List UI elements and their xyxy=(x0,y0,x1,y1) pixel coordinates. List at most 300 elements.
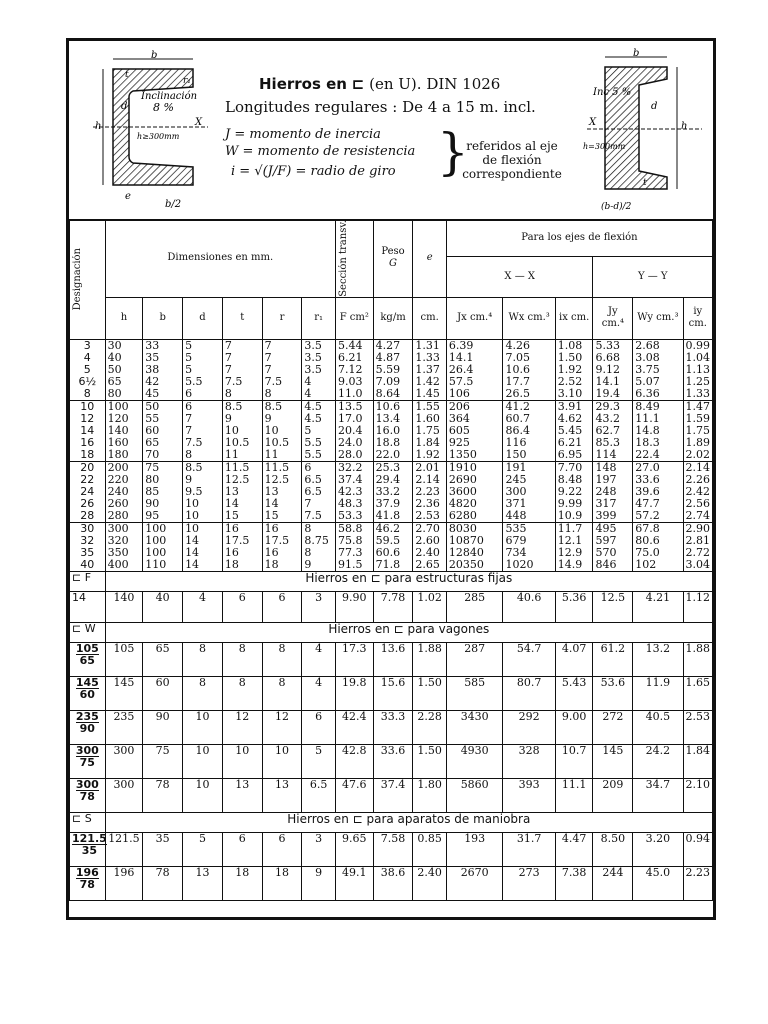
dim-b-left: b xyxy=(151,50,158,61)
cell-value: 399 xyxy=(595,508,617,522)
cell-value: 86.4 xyxy=(505,423,530,437)
brace-icon: } xyxy=(437,123,469,181)
cell-value: 570 xyxy=(595,545,617,559)
table-cell xyxy=(302,339,336,400)
cell-value: 41.8 xyxy=(375,508,401,522)
cell-value: 5.5 xyxy=(304,435,322,449)
col-designacion: Designación xyxy=(70,220,106,340)
sub-h: h xyxy=(105,297,143,339)
col-ejes: Para los ejes de flexión xyxy=(446,220,712,257)
table-cell: 17.3 xyxy=(335,642,373,676)
cell-value: 3.5 xyxy=(304,338,322,352)
cell-value: 60 xyxy=(145,423,160,437)
channel-icon: ⊏ xyxy=(351,75,365,93)
table-cell: 6 xyxy=(222,832,262,866)
cell-value: 11 xyxy=(224,447,239,461)
table-cell xyxy=(413,461,447,522)
table-cell xyxy=(183,400,223,461)
cell-value: 1.75 xyxy=(415,423,440,437)
cell-value: 38 xyxy=(145,362,160,376)
cell-value: 10.5 xyxy=(224,435,250,449)
designation-fraction xyxy=(70,866,106,900)
table-cell: 4 xyxy=(302,642,336,676)
table-cell: 5860 xyxy=(446,778,503,812)
sub-wx: Wx cm.³ xyxy=(503,297,555,339)
table-cell xyxy=(503,339,555,400)
cell-value: 50 xyxy=(145,399,160,413)
table-cell: 80.7 xyxy=(503,676,555,710)
cell-value: 26 xyxy=(80,496,95,510)
table-cell: 40.6 xyxy=(503,591,555,622)
cell-value: 3.08 xyxy=(635,350,660,364)
col-seccion: Sección transv. xyxy=(335,220,373,298)
col-peso: Peso G xyxy=(373,220,413,298)
table-cell: 35 xyxy=(143,832,183,866)
sub-kgm: kg/m xyxy=(373,297,413,339)
cell-value: 191 xyxy=(505,460,527,474)
formula-inertia: J = momento de inercia xyxy=(225,127,381,142)
table-cell: 12 xyxy=(222,710,262,744)
cell-value: 100 xyxy=(145,521,167,535)
cell-value: 350 xyxy=(107,545,129,559)
table-cell: 235 xyxy=(105,710,143,744)
table-cell: 5 xyxy=(183,832,223,866)
cell-value: 8 xyxy=(264,386,272,400)
cell-value: 85.3 xyxy=(595,435,620,449)
table-cell: 42.4 xyxy=(335,710,373,744)
table-cell: 3430 xyxy=(446,710,503,744)
title-bold: Hierros en xyxy=(259,75,347,93)
table-row-group xyxy=(70,400,713,461)
table-cell xyxy=(222,522,262,571)
cell-value: 3.91 xyxy=(557,399,583,413)
cell-value: 6 xyxy=(185,386,193,400)
cell-value: 4 xyxy=(304,386,312,400)
cell-value: 22.4 xyxy=(635,447,660,461)
cell-value: 25.3 xyxy=(375,460,401,474)
designation-fraction xyxy=(70,676,106,710)
cell-value: 13.4 xyxy=(375,411,401,425)
cell-value: 14.9 xyxy=(557,557,583,571)
table-row xyxy=(70,832,713,866)
cell-value: 9 xyxy=(224,411,232,425)
cell-value: 10 xyxy=(264,423,279,437)
cell-value: 9.03 xyxy=(337,374,363,388)
table-cell xyxy=(262,522,302,571)
table-cell: 18 xyxy=(262,866,302,900)
table-cell: 54.7 xyxy=(503,642,555,676)
cell-value: 10.6 xyxy=(375,399,401,413)
cell-value: 100 xyxy=(107,399,129,413)
cell-value: 1.47 xyxy=(685,399,711,413)
table-cell: 45.0 xyxy=(633,866,683,900)
table-cell: 8 xyxy=(222,642,262,676)
fraction-numerator: 235 xyxy=(75,709,99,723)
table-cell xyxy=(335,522,373,571)
cell-value: 7.12 xyxy=(337,362,363,376)
cell-value: 605 xyxy=(448,423,470,437)
main-profiles-body xyxy=(70,339,713,571)
inclination-label: Inclinación xyxy=(141,91,198,102)
table-cell xyxy=(413,400,447,461)
cell-value: 9.99 xyxy=(557,496,583,510)
table-cell xyxy=(446,461,503,522)
table-cell: 6 xyxy=(222,591,262,622)
h300-right: h=300mm xyxy=(583,142,626,151)
table-cell: 1.65 xyxy=(683,676,712,710)
cell-value: 1.92 xyxy=(557,362,583,376)
table-row-group xyxy=(70,461,713,522)
table-cell: 37.4 xyxy=(373,778,413,812)
h300-left: h≥300mm xyxy=(137,132,180,141)
cell-value: 14 xyxy=(185,557,200,571)
cell-value: 16 xyxy=(264,521,279,535)
cell-value: 846 xyxy=(595,557,617,571)
table-cell xyxy=(446,522,503,571)
table-cell: 121.5 xyxy=(105,832,143,866)
cell-value: 2.40 xyxy=(415,545,440,559)
cell-value: 8 xyxy=(224,386,232,400)
cell-value: 77.3 xyxy=(337,545,363,559)
cell-value: 5 xyxy=(185,350,193,364)
fraction-numerator: 300 xyxy=(75,743,99,757)
table-cell: 4 xyxy=(183,591,223,622)
cell-value: 6280 xyxy=(448,508,477,522)
sub-jx: Jx cm.⁴ xyxy=(446,297,503,339)
cell-value: 10.5 xyxy=(264,435,290,449)
cell-value: 10 xyxy=(224,423,239,437)
channel-section-figure-right xyxy=(577,45,713,217)
table-cell: 6 xyxy=(262,832,302,866)
table-cell xyxy=(302,461,336,522)
table-cell: 49.1 xyxy=(335,866,373,900)
cell-value: 17.5 xyxy=(224,533,250,547)
cell-value: 5.33 xyxy=(595,338,620,352)
table-cell xyxy=(503,522,555,571)
cell-value: 30 xyxy=(80,521,95,535)
table-row xyxy=(70,591,713,622)
cell-value: 2.26 xyxy=(685,472,711,486)
cell-value: 33.2 xyxy=(375,484,401,498)
table-cell: 12.5 xyxy=(593,591,633,622)
cell-value: 48.3 xyxy=(337,496,363,510)
table-cell xyxy=(143,339,183,400)
table-cell: 4.21 xyxy=(633,591,683,622)
cell-value: 317 xyxy=(595,496,617,510)
table-cell: 2670 xyxy=(446,866,503,900)
sub-iy: iy cm. xyxy=(683,297,712,339)
table-cell: 53.6 xyxy=(593,676,633,710)
table-cell xyxy=(633,400,683,461)
cell-value: 100 xyxy=(145,533,167,547)
cell-value: 8.49 xyxy=(635,399,660,413)
cell-value: 1.33 xyxy=(685,386,711,400)
table-cell: 7.58 xyxy=(373,832,413,866)
sub-d: d xyxy=(183,297,223,339)
table-cell xyxy=(105,522,143,571)
cell-value: 8 xyxy=(304,521,312,535)
cell-value: 9.5 xyxy=(185,484,203,498)
sub-t: t xyxy=(222,297,262,339)
cell-value: 16 xyxy=(224,521,239,535)
cell-value: 19.4 xyxy=(595,386,620,400)
page-subtitle: Longitudes regulares : De 4 a 15 m. incl. xyxy=(225,98,536,116)
table-cell: 0.85 xyxy=(413,832,447,866)
cell-value: 5 xyxy=(185,362,193,376)
table-cell: 273 xyxy=(503,866,555,900)
cell-value: 40 xyxy=(107,350,122,364)
col-xx: X — X xyxy=(446,257,593,298)
cell-value: 18 xyxy=(80,447,95,461)
table-cell: 2.40 xyxy=(413,866,447,900)
table-cell: 47.6 xyxy=(335,778,373,812)
cell-value: 7.5 xyxy=(185,435,203,449)
cell-value: 1.60 xyxy=(415,411,440,425)
cell-value: 4.27 xyxy=(375,338,401,352)
table-cell: 10 xyxy=(183,778,223,812)
table-cell: 4 xyxy=(302,676,336,710)
table-cell: 4930 xyxy=(446,744,503,778)
table-cell: 8 xyxy=(222,676,262,710)
cell-value: 7.5 xyxy=(264,374,283,388)
dim-t-left: t xyxy=(125,70,129,80)
table-cell xyxy=(593,400,633,461)
cell-value: 248 xyxy=(595,484,617,498)
cell-value: 45 xyxy=(145,386,160,400)
cell-value: 12 xyxy=(80,411,95,425)
cell-value: 6½ xyxy=(78,374,97,388)
table-cell xyxy=(633,522,683,571)
cell-value: 75 xyxy=(145,460,160,474)
table-cell: 24.2 xyxy=(633,744,683,778)
inclination-pct: 8 % xyxy=(153,101,174,114)
cell-value: 10.9 xyxy=(557,508,583,522)
table-cell: 285 xyxy=(446,591,503,622)
table-cell: 9.90 xyxy=(335,591,373,622)
cell-value: 59.5 xyxy=(375,533,401,547)
table-cell: 196 xyxy=(105,866,143,900)
cell-value: 28 xyxy=(80,508,95,522)
table-cell: 65 xyxy=(143,642,183,676)
table-cell: 1.50 xyxy=(413,676,447,710)
col-yy: Y — Y xyxy=(593,257,713,298)
cell-value: 2.81 xyxy=(685,533,711,547)
section-w-title: Hierros en ⊏ para vagones xyxy=(105,622,712,642)
profile-table xyxy=(69,219,713,901)
cell-value: 75.0 xyxy=(635,545,660,559)
fraction-numerator: 196 xyxy=(75,865,99,879)
cell-value: 12.5 xyxy=(224,472,250,486)
table-cell xyxy=(70,339,106,400)
table-cell xyxy=(262,339,302,400)
table-cell xyxy=(262,400,302,461)
fraction-numerator: 105 xyxy=(75,641,99,655)
cell-value: 62.7 xyxy=(595,423,620,437)
cell-value: 4.62 xyxy=(557,411,583,425)
fraction-denominator: 60 xyxy=(79,687,95,701)
cell-value: 679 xyxy=(505,533,527,547)
cell-value: 7 xyxy=(224,338,232,352)
table-cell: 7.38 xyxy=(555,866,593,900)
cell-value: 33.6 xyxy=(635,472,660,486)
table-cell: 78 xyxy=(143,866,183,900)
cell-value: 15 xyxy=(224,508,239,522)
cell-value: 55 xyxy=(145,411,160,425)
table-row xyxy=(70,710,713,744)
cell-value: 106 xyxy=(448,386,470,400)
table-cell xyxy=(183,339,223,400)
table-cell: 1.88 xyxy=(413,642,447,676)
cell-value: 7.70 xyxy=(557,460,583,474)
cell-value: 495 xyxy=(595,521,617,535)
table-cell: 13 xyxy=(262,778,302,812)
table-cell: 10 xyxy=(183,744,223,778)
cell-value: 2690 xyxy=(448,472,477,486)
cell-value: 925 xyxy=(448,435,470,449)
cell-value: 22 xyxy=(80,472,95,486)
cell-value: 7.05 xyxy=(505,350,530,364)
dim-h-right: h xyxy=(681,121,688,132)
cell-value: 9 xyxy=(264,411,272,425)
cell-value: 9 xyxy=(304,557,312,571)
table-cell xyxy=(143,461,183,522)
cell-value: 11 xyxy=(264,447,279,461)
table-cell xyxy=(373,339,413,400)
cell-value: 91.5 xyxy=(337,557,363,571)
table-cell xyxy=(413,522,447,571)
cell-value: 5.5 xyxy=(304,447,322,461)
sub-r: r xyxy=(262,297,302,339)
cell-value: 80.6 xyxy=(635,533,660,547)
table-cell: 19.8 xyxy=(335,676,373,710)
cell-value: 2.14 xyxy=(685,460,711,474)
cell-value: 2.56 xyxy=(685,496,711,510)
fraction-numerator: 300 xyxy=(75,777,99,791)
cell-value: 8.75 xyxy=(304,533,329,547)
table-cell: 1.88 xyxy=(683,642,712,676)
table-cell: 2.28 xyxy=(413,710,447,744)
table-cell: 209 xyxy=(593,778,633,812)
cell-value: 10 xyxy=(185,496,200,510)
cell-value: 8 xyxy=(83,386,91,400)
cell-value: 245 xyxy=(505,472,527,486)
cell-value: 24.0 xyxy=(337,435,363,449)
cell-value: 50 xyxy=(107,362,122,376)
cell-value: 16 xyxy=(80,435,95,449)
page-title xyxy=(259,75,500,93)
cell-value: 14 xyxy=(185,533,200,547)
table-cell: 61.2 xyxy=(593,642,633,676)
table-cell xyxy=(503,461,555,522)
dim-r1-left: r₁ xyxy=(183,76,191,86)
table-cell xyxy=(70,400,106,461)
table-row-group xyxy=(70,339,713,400)
cell-value: 35 xyxy=(145,350,160,364)
dim-h-left: h xyxy=(95,121,102,132)
table-cell: 244 xyxy=(593,866,633,900)
cell-value: 1.84 xyxy=(415,435,440,449)
table-cell: 75 xyxy=(143,744,183,778)
cell-value: 5 xyxy=(185,338,193,352)
section-f-title: Hierros en ⊏ para estructuras fijas xyxy=(105,571,712,591)
cell-value: 90 xyxy=(145,496,160,510)
document-frame xyxy=(66,38,716,920)
table-cell: 1.02 xyxy=(413,591,447,622)
cell-value: 3600 xyxy=(448,484,477,498)
designation-fraction xyxy=(70,642,106,676)
cell-value: 7 xyxy=(264,338,272,352)
table-row xyxy=(70,778,713,812)
section-s-body xyxy=(70,812,713,900)
table-cell: 10 xyxy=(222,744,262,778)
cell-value: 7.5 xyxy=(304,508,322,522)
cell-value: 18.8 xyxy=(375,435,401,449)
cell-value: 17.0 xyxy=(337,411,363,425)
cell-value: 597 xyxy=(595,533,617,547)
cell-value: 32.2 xyxy=(337,460,363,474)
cell-value: 2.68 xyxy=(635,338,660,352)
cell-value: 11.5 xyxy=(224,460,250,474)
table-cell: 10 xyxy=(183,710,223,744)
table-cell xyxy=(262,461,302,522)
cell-value: 5 xyxy=(304,423,312,437)
cell-value: 14 xyxy=(264,496,279,510)
fraction-denominator: 78 xyxy=(79,877,95,891)
table-cell: 40.5 xyxy=(633,710,683,744)
cell-value: 3.10 xyxy=(557,386,583,400)
cell-value: 16 xyxy=(224,545,239,559)
cell-value: 7 xyxy=(224,350,232,364)
cell-value: 27.0 xyxy=(635,460,660,474)
designation-fraction xyxy=(70,710,106,744)
table-cell: 34.7 xyxy=(633,778,683,812)
cell-value: 280 xyxy=(107,508,129,522)
cell-value: 160 xyxy=(107,435,129,449)
table-cell: 8 xyxy=(262,642,302,676)
cell-value: 7 xyxy=(224,362,232,376)
cell-value: 57.5 xyxy=(448,374,474,388)
cell-value: 8 xyxy=(185,447,193,461)
cell-value: 1.45 xyxy=(415,386,440,400)
cell-value: 110 xyxy=(145,557,167,571)
table-cell: 2.53 xyxy=(683,710,712,744)
cell-value: 13.5 xyxy=(337,399,363,413)
cell-value: 7 xyxy=(185,411,193,425)
cell-value: 300 xyxy=(505,484,527,498)
table-cell: 287 xyxy=(446,642,503,676)
table-cell: 2.10 xyxy=(683,778,712,812)
cell-value: 16.0 xyxy=(375,423,401,437)
formula-resistance: W = momento de resistencia xyxy=(225,144,416,159)
cell-value: 75.8 xyxy=(337,533,363,547)
table-cell xyxy=(222,400,262,461)
cell-value: 1.42 xyxy=(415,374,440,388)
table-cell: 3.20 xyxy=(633,832,683,866)
table-cell xyxy=(335,461,373,522)
cell-value: 150 xyxy=(505,447,527,461)
inclination-right: Inc 5 % xyxy=(593,87,632,98)
cell-value: 1350 xyxy=(448,447,477,461)
cell-value: 1.50 xyxy=(557,350,583,364)
cell-value: 200 xyxy=(107,460,129,474)
cell-value: 8.5 xyxy=(185,460,203,474)
cell-value: 14 xyxy=(80,423,95,437)
cell-value: 1.31 xyxy=(415,338,440,352)
dim-d-left: d xyxy=(121,101,128,112)
formula-i-left: i = xyxy=(231,164,251,179)
cell-value: 10 xyxy=(80,399,95,413)
sub-r1: r₁ xyxy=(302,297,336,339)
